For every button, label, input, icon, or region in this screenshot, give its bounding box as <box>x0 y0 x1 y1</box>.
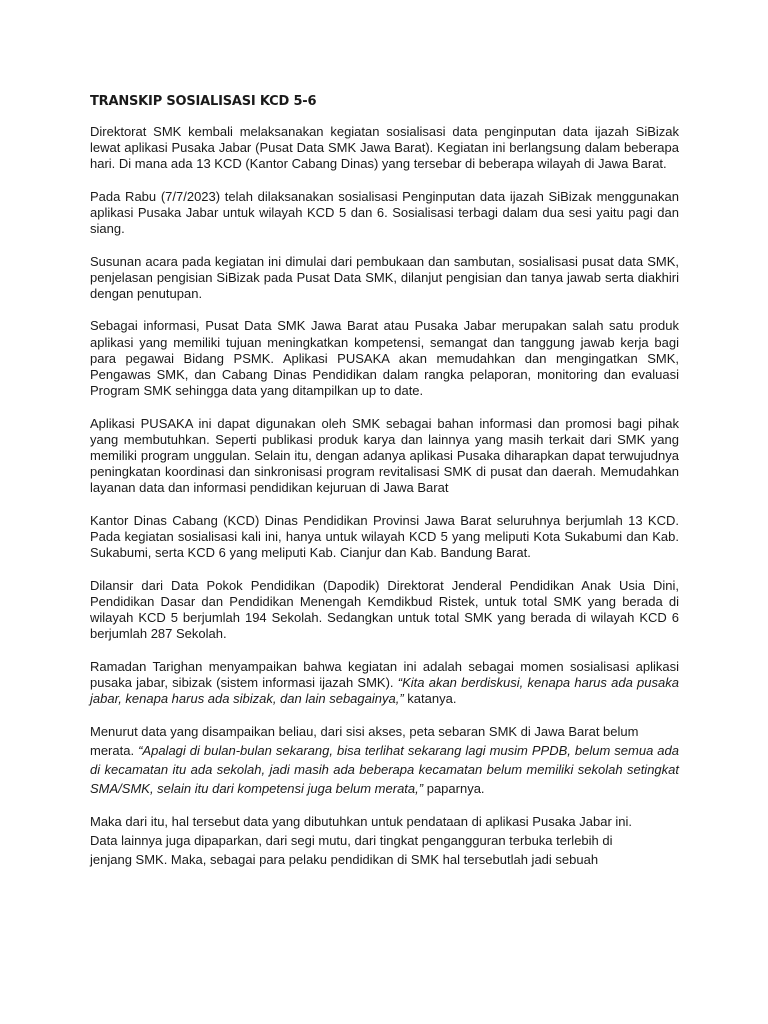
document-title: TRANSKIP SOSIALISASI KCD 5-6 <box>90 94 317 109</box>
paragraph-8-quote: “Kita akan berdiskusi, kenapa harus ada pusaka jabar, kenapa harus ada sibizak, dan lain sebagainya,” <box>90 674 679 706</box>
paragraph-9 <box>90 723 679 798</box>
paragraph-8 <box>90 659 679 708</box>
paragraph-9-quote: “Apalagi di bulan-bulan sekarang, bisa terlihat sekarang lagi musim PPDB, belum semua ada di kecamatan itu ada sekolah, jadi masih ada beberapa kecamatan belum memiliki sekolah setingkat SMA/SMK, selain itu dari kompetensi juga belum merata,” <box>90 743 679 796</box>
paragraph-3: Susunan acara pada kegiatan ini dimulai dari pembukaan dan sambutan, sosialisasi pusat data SMK, penjelasan pengisian SiBizak pada Pusat Data SMK, dilanjut pengisian dan tanya jawab serta diakhiri dengan penutupan. <box>90 253 679 301</box>
paragraph-9-lead: merata. <box>90 743 135 759</box>
paragraph-9-tail: paparnya. <box>426 780 485 796</box>
paragraph-10-line-2: Data lainnya juga dipaparkan, dari segi mutu, dari tingkat pengangguran terbuka terlebih di <box>90 832 613 848</box>
paragraph-8-tail: katanya. <box>407 691 457 706</box>
paragraph-10-line-3: jenjang SMK. Maka, sebagai para pelaku pendidikan di SMK hal tersebutlah jadi sebuah <box>90 851 599 867</box>
document-body <box>90 93 679 884</box>
paragraph-10 <box>90 813 679 869</box>
paragraph-5: Aplikasi PUSAKA ini dapat digunakan oleh SMK sebagai bahan informasi dan promosi bagi pihak yang membutuhkan. Seperti publikasi produk karya dan lainnya yang masih terkait dari SMK yang memiliki program unggulan. Selain itu, dengan adanya aplikasi Pusaka diharapkan dapat terwujudnya peningkatan koordinasi dan sinkronisasi program revitalisasi SMK di pusat dan daerah. Memudahkan layanan data dan informasi pendidikan kejuruan di Jawa Barat <box>90 415 679 496</box>
paragraph-7: Dilansir dari Data Pokok Pendidikan (Dapodik) Direktorat Jenderal Pendidikan Anak Usia Dini, Pendidikan Dasar dan Pendidikan Menengah Kemdikbud Ristek, untuk total SMK yang berada di wilayah KCD 5 berjumlah 194 Sekolah. Sedangkan untuk total SMK yang berada di wilayah KCD 6 berjumlah 287 Sekolah. <box>90 577 679 642</box>
paragraph-10-line-1: Maka dari itu, hal tersebut data yang dibutuhkan untuk pendataan di aplikasi Pusaka Jabar ini. <box>90 814 633 830</box>
paragraph-4: Sebagai informasi, Pusat Data SMK Jawa Barat atau Pusaka Jabar merupakan salah satu produk aplikasi yang memiliki tujuan meningkatkan kompetensi, semangat dan tanggung jawab kerja bagi para pegawai Bidang PSMK. Aplikasi PUSAKA akan memudahkan dan mengingatkan SMK, Pengawas SMK, dan Cabang Dinas Pendidikan dalam rangka pelaporan, monitoring dan evaluasi Program SMK sehingga data yang ditampilkan up to date. <box>90 318 679 399</box>
paragraph-8-text: Ramadan Tarighan menyampaikan bahwa kegiatan ini adalah sebagai momen sosialisasi aplikasi pusaka jabar, sibizak (sistem informasi ijazah SMK). <box>90 658 679 690</box>
paragraph-1: Direktorat SMK kembali melaksanakan kegiatan sosialisasi data penginputan data ijazah SiBizak lewat aplikasi Pusaka Jabar (Pusat Data SMK Jawa Barat). Kegiatan ini berlangsung dalam beberapa hari. Di mana ada 13 KCD (Kantor Cabang Dinas) yang tersebar di beberapa wilayah di Jawa Barat. <box>90 124 679 172</box>
paragraph-2: Pada Rabu (7/7/2023) telah dilaksanakan sosialisasi Penginputan data ijazah SiBizak menggunakan aplikasi Pusaka Jabar untuk wilayah KCD 5 dan 6. Sosialisasi terbagi dalam dua sesi yaitu pagi dan siang. <box>90 188 679 237</box>
paragraph-9-line-1: Menurut data yang disampaikan beliau, dari sisi akses, peta sebaran SMK di Jawa Barat belum <box>90 724 639 740</box>
paragraph-6: Kantor Dinas Cabang (KCD) Dinas Pendidikan Provinsi Jawa Barat seluruhnya berjumlah 13 KCD. Pada kegiatan sosialisasi kali ini, hanya untuk wilayah KCD 5 yang meliputi Kota Sukabumi dan Kab. Sukabumi, serta KCD 6 yang meliputi Kab. Cianjur dan Kab. Bandung Barat. <box>90 512 679 561</box>
